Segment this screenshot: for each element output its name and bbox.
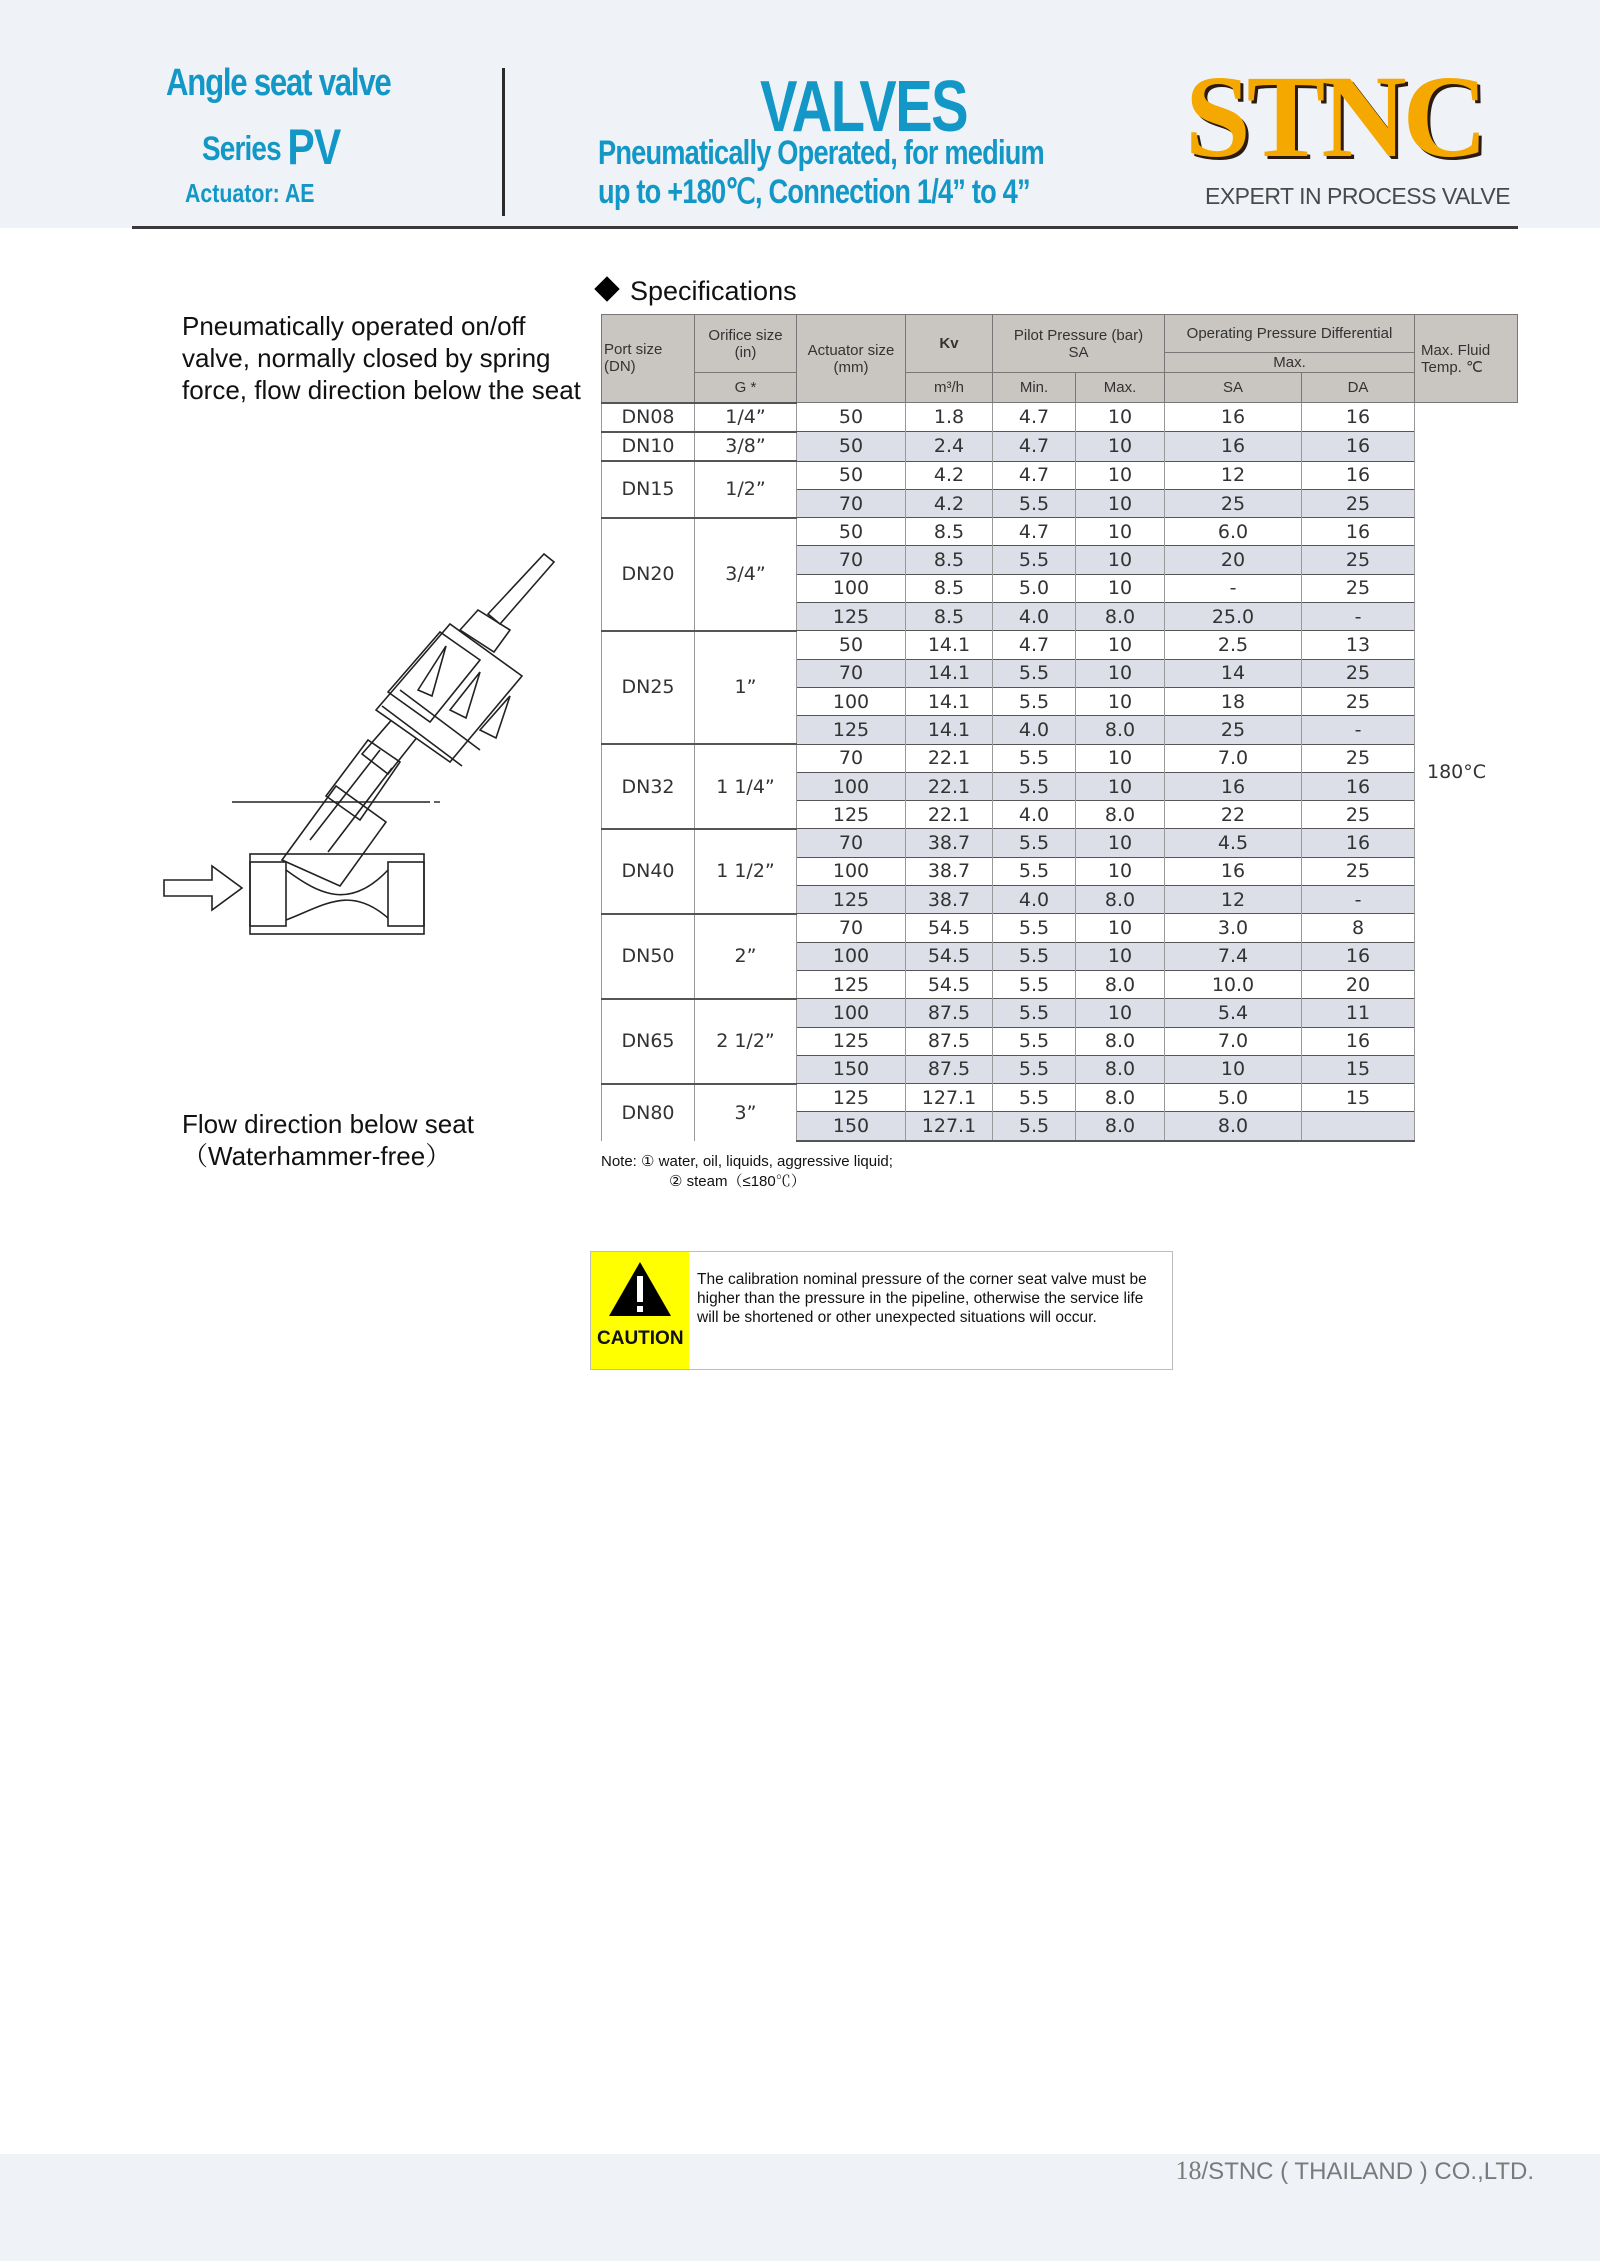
pilot-min-cell: 5.5: [993, 772, 1076, 800]
orifice-size-cell: 1”: [695, 631, 797, 744]
port-size-cell: DN80: [602, 1084, 695, 1141]
kv-cell: 54.5: [906, 942, 993, 970]
opd-da-cell: 16: [1302, 461, 1415, 489]
pilot-max-cell: 10: [1076, 772, 1165, 800]
pilot-min-cell: 5.5: [993, 970, 1076, 998]
opd-da-cell: -: [1302, 603, 1415, 631]
actuator-size-cell: 100: [797, 574, 906, 602]
actuator-size-cell: 70: [797, 744, 906, 772]
actuator-size-cell: 70: [797, 914, 906, 942]
pilot-max-cell: 8.0: [1076, 1027, 1165, 1055]
pilot-max-cell: 10: [1076, 518, 1165, 546]
col-max-fluid-temp: Max. Fluid Temp. ℃: [1415, 315, 1518, 403]
pilot-min-cell: 5.5: [993, 1055, 1076, 1083]
valve-description: Pneumatically operated on/off valve, normally closed by spring force, flow direction below the seat: [182, 311, 581, 405]
actuator-size-cell: 70: [797, 546, 906, 574]
actuator-size-cell: 50: [797, 518, 906, 546]
actuator-size-cell: 70: [797, 489, 906, 517]
caution-text: The calibration nominal pressure of the corner seat valve must be higher than the pressure in the pipeline, otherwise the service life will be shortened or other unexpected situations will occur.: [697, 1271, 1147, 1326]
pilot-max-cell: 10: [1076, 631, 1165, 659]
opd-da-cell: 16: [1302, 518, 1415, 546]
port-size-cell: DN40: [602, 829, 695, 914]
kv-cell: 8.5: [906, 574, 993, 602]
port-size-cell: DN25: [602, 631, 695, 744]
company-name: /STNC ( THAILAND ) CO.,LTD.: [1201, 2158, 1534, 2185]
actuator-size-cell: 125: [797, 801, 906, 829]
col-opd-sa: SA: [1165, 373, 1302, 403]
pilot-min-cell: 4.0: [993, 801, 1076, 829]
kv-cell: 87.5: [906, 1055, 993, 1083]
opd-da-cell: 25: [1302, 744, 1415, 772]
pilot-max-cell: 10: [1076, 403, 1165, 432]
pilot-min-cell: 4.7: [993, 631, 1076, 659]
pilot-max-cell: 10: [1076, 687, 1165, 715]
actuator-size-cell: 100: [797, 942, 906, 970]
pilot-min-cell: 4.0: [993, 603, 1076, 631]
pilot-max-cell: 10: [1076, 432, 1165, 461]
pilot-min-cell: 5.5: [993, 942, 1076, 970]
port-size-cell: DN20: [602, 518, 695, 631]
kv-cell: 38.7: [906, 886, 993, 914]
pilot-min-cell: 5.5: [993, 744, 1076, 772]
pilot-max-cell: 8.0: [1076, 716, 1165, 744]
pilot-min-cell: 5.0: [993, 574, 1076, 602]
opd-sa-cell: 10: [1165, 1055, 1302, 1083]
opd-sa-cell: 20: [1165, 546, 1302, 574]
pilot-min-cell: 4.7: [993, 461, 1076, 489]
pilot-min-cell: 5.5: [993, 687, 1076, 715]
pilot-min-cell: 4.0: [993, 886, 1076, 914]
note-label: Note:: [601, 1153, 637, 1170]
actuator-size-cell: 50: [797, 461, 906, 489]
port-size-cell: DN65: [602, 999, 695, 1084]
opd-sa-cell: 2.5: [1165, 631, 1302, 659]
table-row: [602, 403, 1518, 432]
kv-cell: 127.1: [906, 1112, 993, 1141]
table-row: [602, 999, 1518, 1027]
opd-da-cell: 25: [1302, 546, 1415, 574]
caution-badge: [591, 1252, 689, 1369]
kv-cell: 1.8: [906, 403, 993, 432]
opd-sa-cell: 12: [1165, 886, 1302, 914]
pilot-min-cell: 5.5: [993, 999, 1076, 1027]
opd-sa-cell: 18: [1165, 687, 1302, 715]
port-size-cell: DN10: [602, 432, 695, 461]
warning-triangle-icon: [591, 1252, 689, 1328]
pilot-max-cell: 8.0: [1076, 603, 1165, 631]
header-divider: [132, 226, 1518, 229]
orifice-size-cell: 3/4”: [695, 518, 797, 631]
actuator-size-cell: 125: [797, 970, 906, 998]
pilot-max-cell: 8.0: [1076, 801, 1165, 829]
opd-sa-cell: 7.0: [1165, 1027, 1302, 1055]
pilot-pressure-sub: SA: [1068, 343, 1089, 361]
pilot-min-cell: 5.5: [993, 489, 1076, 517]
col-port-size: Port size (DN): [602, 315, 695, 403]
opd-da-cell: 25: [1302, 489, 1415, 517]
kv-cell: 87.5: [906, 1027, 993, 1055]
pilot-min-cell: 5.5: [993, 857, 1076, 885]
note-item-2: ② steam（≤180℃）: [669, 1173, 806, 1190]
table-row: [602, 518, 1518, 546]
pilot-min-cell: 4.7: [993, 403, 1076, 432]
kv-cell: 14.1: [906, 687, 993, 715]
product-title: Angle seat valve: [166, 62, 391, 104]
actuator-size-cell: 150: [797, 1055, 906, 1083]
col-pilot-pressure: [993, 315, 1165, 373]
opd-sa-cell: 16: [1165, 432, 1302, 461]
diamond-bullet-icon: [594, 276, 619, 301]
opd-sa-cell: 5.4: [1165, 999, 1302, 1027]
opd-da-cell: 11: [1302, 999, 1415, 1027]
kv-cell: 22.1: [906, 801, 993, 829]
kv-cell: 4.2: [906, 489, 993, 517]
orifice-size-cell: 3”: [695, 1084, 797, 1141]
caption-line-1: Flow direction below seat: [182, 1109, 474, 1139]
opd-sa-cell: -: [1165, 574, 1302, 602]
orifice-size-cell: 1 1/4”: [695, 744, 797, 829]
opd-sa-cell: 3.0: [1165, 914, 1302, 942]
table-row: [602, 744, 1518, 772]
opd-da-cell: 25: [1302, 857, 1415, 885]
actuator-size-cell: 100: [797, 687, 906, 715]
opd-sa-cell: 14: [1165, 659, 1302, 687]
opd-sa-cell: 10.0: [1165, 970, 1302, 998]
actuator-size-cell: 125: [797, 716, 906, 744]
orifice-size-cell: 2 1/2”: [695, 999, 797, 1084]
series-line: [202, 118, 340, 176]
kv-cell: 4.2: [906, 461, 993, 489]
pilot-max-cell: 10: [1076, 659, 1165, 687]
table-row: [602, 432, 1518, 461]
opd-da-cell: 13: [1302, 631, 1415, 659]
opd-da-cell: -: [1302, 886, 1415, 914]
category-title: VALVES: [760, 67, 968, 147]
actuator-size-cell: 125: [797, 1027, 906, 1055]
actuator-size-cell: 150: [797, 1112, 906, 1141]
actuator-size-cell: 125: [797, 1084, 906, 1112]
pilot-max-cell: 10: [1076, 914, 1165, 942]
opd-sa-cell: 7.4: [1165, 942, 1302, 970]
table-row: [602, 1084, 1518, 1112]
table-row: [602, 914, 1518, 942]
opd-sa-cell: 25: [1165, 716, 1302, 744]
opd-da-cell: 8: [1302, 914, 1415, 942]
pilot-max-cell: 10: [1076, 829, 1165, 857]
pilot-min-cell: 5.5: [993, 1084, 1076, 1112]
pilot-max-cell: 10: [1076, 546, 1165, 574]
max-fluid-temp-cell: 180°C: [1415, 403, 1518, 1141]
caution-label: CAUTION: [597, 1328, 684, 1349]
opd-sa-cell: 25: [1165, 489, 1302, 517]
opd-da-cell: 16: [1302, 432, 1415, 461]
opd-sa-cell: 16: [1165, 403, 1302, 432]
actuator-size-cell: 100: [797, 857, 906, 885]
pilot-max-cell: 8.0: [1076, 1112, 1165, 1141]
opd-da-cell: 15: [1302, 1055, 1415, 1083]
orifice-size-cell: 1/4”: [695, 403, 797, 432]
opd-da-cell: 20: [1302, 970, 1415, 998]
actuator-size-cell: 50: [797, 631, 906, 659]
actuator-size-cell: 100: [797, 772, 906, 800]
opd-sa-cell: 6.0: [1165, 518, 1302, 546]
kv-cell: 14.1: [906, 659, 993, 687]
opd-sa-cell: 4.5: [1165, 829, 1302, 857]
col-opd-max: Max.: [1165, 353, 1415, 373]
kv-cell: 8.5: [906, 546, 993, 574]
actuator-size-cell: 50: [797, 403, 906, 432]
kv-cell: 22.1: [906, 772, 993, 800]
kv-cell: 2.4: [906, 432, 993, 461]
col-pilot-max: Max.: [1076, 373, 1165, 403]
kv-cell: 8.5: [906, 518, 993, 546]
kv-cell: 87.5: [906, 999, 993, 1027]
col-actuator-size: Actuator size (mm): [797, 315, 906, 403]
pilot-max-cell: 10: [1076, 574, 1165, 602]
opd-sa-cell: 5.0: [1165, 1084, 1302, 1112]
col-kv: Kv: [906, 315, 993, 373]
kv-cell: 54.5: [906, 914, 993, 942]
col-operating-pressure-differential: Operating Pressure Differential: [1165, 315, 1415, 353]
port-size-cell: DN15: [602, 461, 695, 518]
pilot-min-cell: 4.7: [993, 518, 1076, 546]
table-row: [602, 829, 1518, 857]
opd-sa-cell: 8.0: [1165, 1112, 1302, 1141]
kv-cell: 14.1: [906, 631, 993, 659]
col-kv-unit: m³/h: [906, 373, 993, 403]
opd-sa-cell: 16: [1165, 857, 1302, 885]
caption-line-2: （Waterhammer-free）: [182, 1141, 452, 1171]
pilot-min-cell: 5.5: [993, 1112, 1076, 1141]
opd-da-cell: 25: [1302, 574, 1415, 602]
kv-cell: 38.7: [906, 829, 993, 857]
pilot-max-cell: 8.0: [1076, 1084, 1165, 1112]
pilot-min-cell: 4.7: [993, 432, 1076, 461]
actuator-size-cell: 100: [797, 999, 906, 1027]
kv-cell: 38.7: [906, 857, 993, 885]
port-size-cell: DN08: [602, 403, 695, 432]
opd-da-cell: -: [1302, 716, 1415, 744]
pilot-min-cell: 5.5: [993, 829, 1076, 857]
pilot-max-cell: 8.0: [1076, 886, 1165, 914]
pilot-max-cell: 10: [1076, 999, 1165, 1027]
specifications-table: [601, 314, 1518, 1142]
kv-cell: 22.1: [906, 744, 993, 772]
col-pilot-min: Min.: [993, 373, 1076, 403]
opd-da-cell: 25: [1302, 801, 1415, 829]
opd-da-cell: 16: [1302, 403, 1415, 432]
flow-direction-caption: [182, 1108, 474, 1172]
opd-da-cell: 16: [1302, 1027, 1415, 1055]
pilot-min-cell: 4.0: [993, 716, 1076, 744]
pilot-max-cell: 10: [1076, 942, 1165, 970]
kv-cell: 54.5: [906, 970, 993, 998]
pilot-min-cell: 5.5: [993, 659, 1076, 687]
opd-da-cell: [1302, 1112, 1415, 1141]
opd-sa-cell: 22: [1165, 801, 1302, 829]
actuator-size-cell: 70: [797, 829, 906, 857]
kv-cell: 127.1: [906, 1084, 993, 1112]
opd-da-cell: 16: [1302, 829, 1415, 857]
caution-box: [590, 1251, 1173, 1370]
header-vertical-divider: [502, 68, 505, 216]
col-orifice-size: Orifice size (in): [695, 315, 797, 373]
footer-text: [1176, 2156, 1534, 2186]
kv-cell: 14.1: [906, 716, 993, 744]
port-size-cell: DN50: [602, 914, 695, 999]
logo-tagline: EXPERT IN PROCESS VALVE: [1205, 183, 1511, 209]
pilot-pressure-label: Pilot Pressure (bar): [1013, 326, 1144, 344]
pilot-max-cell: 10: [1076, 857, 1165, 885]
series-label: Series: [202, 130, 281, 168]
page-number: 18: [1175, 2156, 1202, 2185]
opd-da-cell: 25: [1302, 687, 1415, 715]
actuator-size-cell: 50: [797, 432, 906, 461]
pilot-max-cell: 10: [1076, 461, 1165, 489]
opd-da-cell: 15: [1302, 1084, 1415, 1112]
subtitle-line-1: Pneumatically Operated, for medium: [598, 134, 1044, 172]
pilot-max-cell: 10: [1076, 744, 1165, 772]
orifice-size-cell: 1/2”: [695, 461, 797, 518]
kv-cell: 8.5: [906, 603, 993, 631]
opd-sa-cell: 12: [1165, 461, 1302, 489]
actuator-label: Actuator: AE: [185, 178, 315, 208]
note-item-1: ① water, oil, liquids, aggressive liquid;: [641, 1153, 893, 1170]
angle-seat-valve-diagram-icon: [150, 540, 610, 960]
pilot-min-cell: 5.5: [993, 914, 1076, 942]
stnc-logo: STNC: [1185, 51, 1484, 182]
pilot-max-cell: 8.0: [1076, 970, 1165, 998]
opd-sa-cell: 16: [1165, 772, 1302, 800]
table-note: [601, 1152, 893, 1192]
specifications-heading: [598, 276, 797, 307]
opd-sa-cell: 25.0: [1165, 603, 1302, 631]
col-orifice-g: G *: [695, 373, 797, 403]
port-size-cell: DN32: [602, 744, 695, 829]
actuator-size-cell: 125: [797, 886, 906, 914]
orifice-size-cell: 3/8”: [695, 432, 797, 461]
pilot-max-cell: 10: [1076, 489, 1165, 517]
opd-da-cell: 16: [1302, 772, 1415, 800]
col-opd-da: DA: [1302, 373, 1415, 403]
orifice-size-cell: 1 1/2”: [695, 829, 797, 914]
opd-da-cell: 16: [1302, 942, 1415, 970]
actuator-size-cell: 125: [797, 603, 906, 631]
orifice-size-cell: 2”: [695, 914, 797, 999]
table-row: [602, 631, 1518, 659]
pilot-max-cell: 8.0: [1076, 1055, 1165, 1083]
opd-sa-cell: 7.0: [1165, 744, 1302, 772]
actuator-size-cell: 70: [797, 659, 906, 687]
series-code: PV: [287, 119, 341, 175]
table-row: [602, 461, 1518, 489]
pilot-min-cell: 5.5: [993, 546, 1076, 574]
specifications-title: Specifications: [630, 276, 797, 306]
opd-da-cell: 25: [1302, 659, 1415, 687]
subtitle-line-2: up to +180℃, Connection 1/4” to 4”: [598, 173, 1030, 211]
pilot-min-cell: 5.5: [993, 1027, 1076, 1055]
